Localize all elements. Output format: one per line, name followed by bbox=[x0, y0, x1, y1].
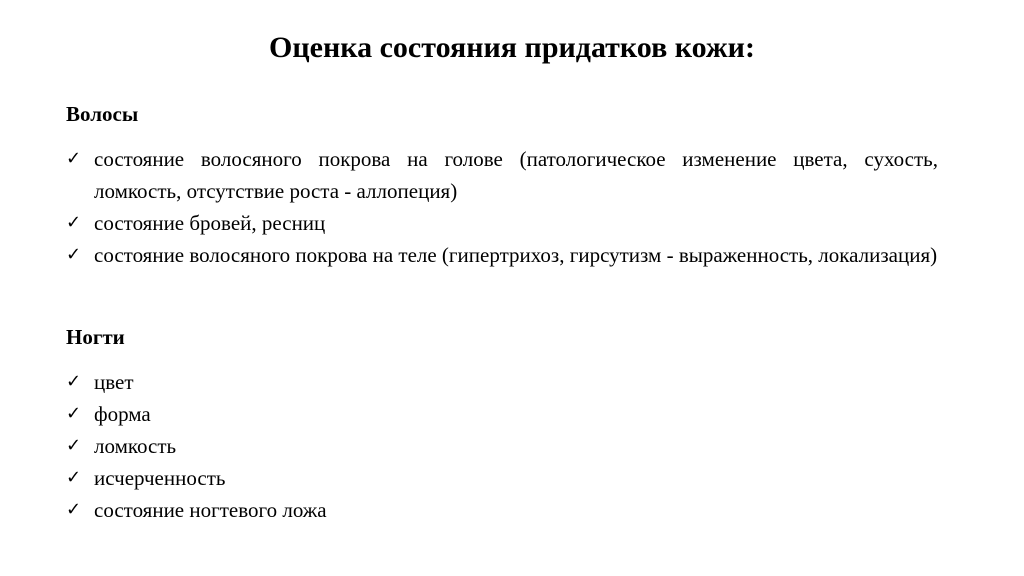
list-item-text: цвет bbox=[94, 370, 134, 394]
checkmark-icon: ✓ bbox=[66, 371, 82, 392]
checkmark-icon: ✓ bbox=[66, 467, 82, 488]
checkmark-icon: ✓ bbox=[66, 148, 82, 169]
checkmark-icon: ✓ bbox=[66, 499, 82, 520]
list-item-text: состояние волосяного покрова на теле (гипертрихоз, гирсутизм - выраженность, локализация) bbox=[94, 243, 938, 267]
hair-section-heading: Волосы bbox=[66, 102, 139, 126]
list-item-text: состояние волосяного покрова на голове (патологическое изменение цвета, сухость, ломкость, отсутствие роста - аллопеция) bbox=[94, 147, 938, 203]
checkmark-icon: ✓ bbox=[66, 244, 82, 265]
checkmark-icon: ✓ bbox=[66, 403, 82, 424]
list-item-text: форма bbox=[94, 402, 151, 426]
list-item bbox=[66, 494, 938, 526]
list-item bbox=[66, 207, 938, 239]
nails-checklist bbox=[66, 366, 938, 526]
slide-title: Оценка состояния придатков кожи: bbox=[269, 31, 755, 64]
list-item-text: состояние бровей, ресниц bbox=[94, 211, 326, 235]
list-item bbox=[66, 430, 938, 462]
list-item bbox=[66, 366, 938, 398]
list-item bbox=[66, 143, 938, 207]
nails-section-heading: Ногти bbox=[66, 325, 125, 349]
list-item-text: ломкость bbox=[94, 434, 177, 458]
list-item bbox=[66, 239, 938, 271]
checkmark-icon: ✓ bbox=[66, 212, 82, 233]
checkmark-icon: ✓ bbox=[66, 435, 82, 456]
list-item-text: состояние ногтевого ложа bbox=[94, 498, 327, 522]
list-item bbox=[66, 398, 938, 430]
list-item bbox=[66, 462, 938, 494]
list-item-text: исчерченность bbox=[94, 466, 226, 490]
hair-checklist bbox=[66, 143, 938, 271]
